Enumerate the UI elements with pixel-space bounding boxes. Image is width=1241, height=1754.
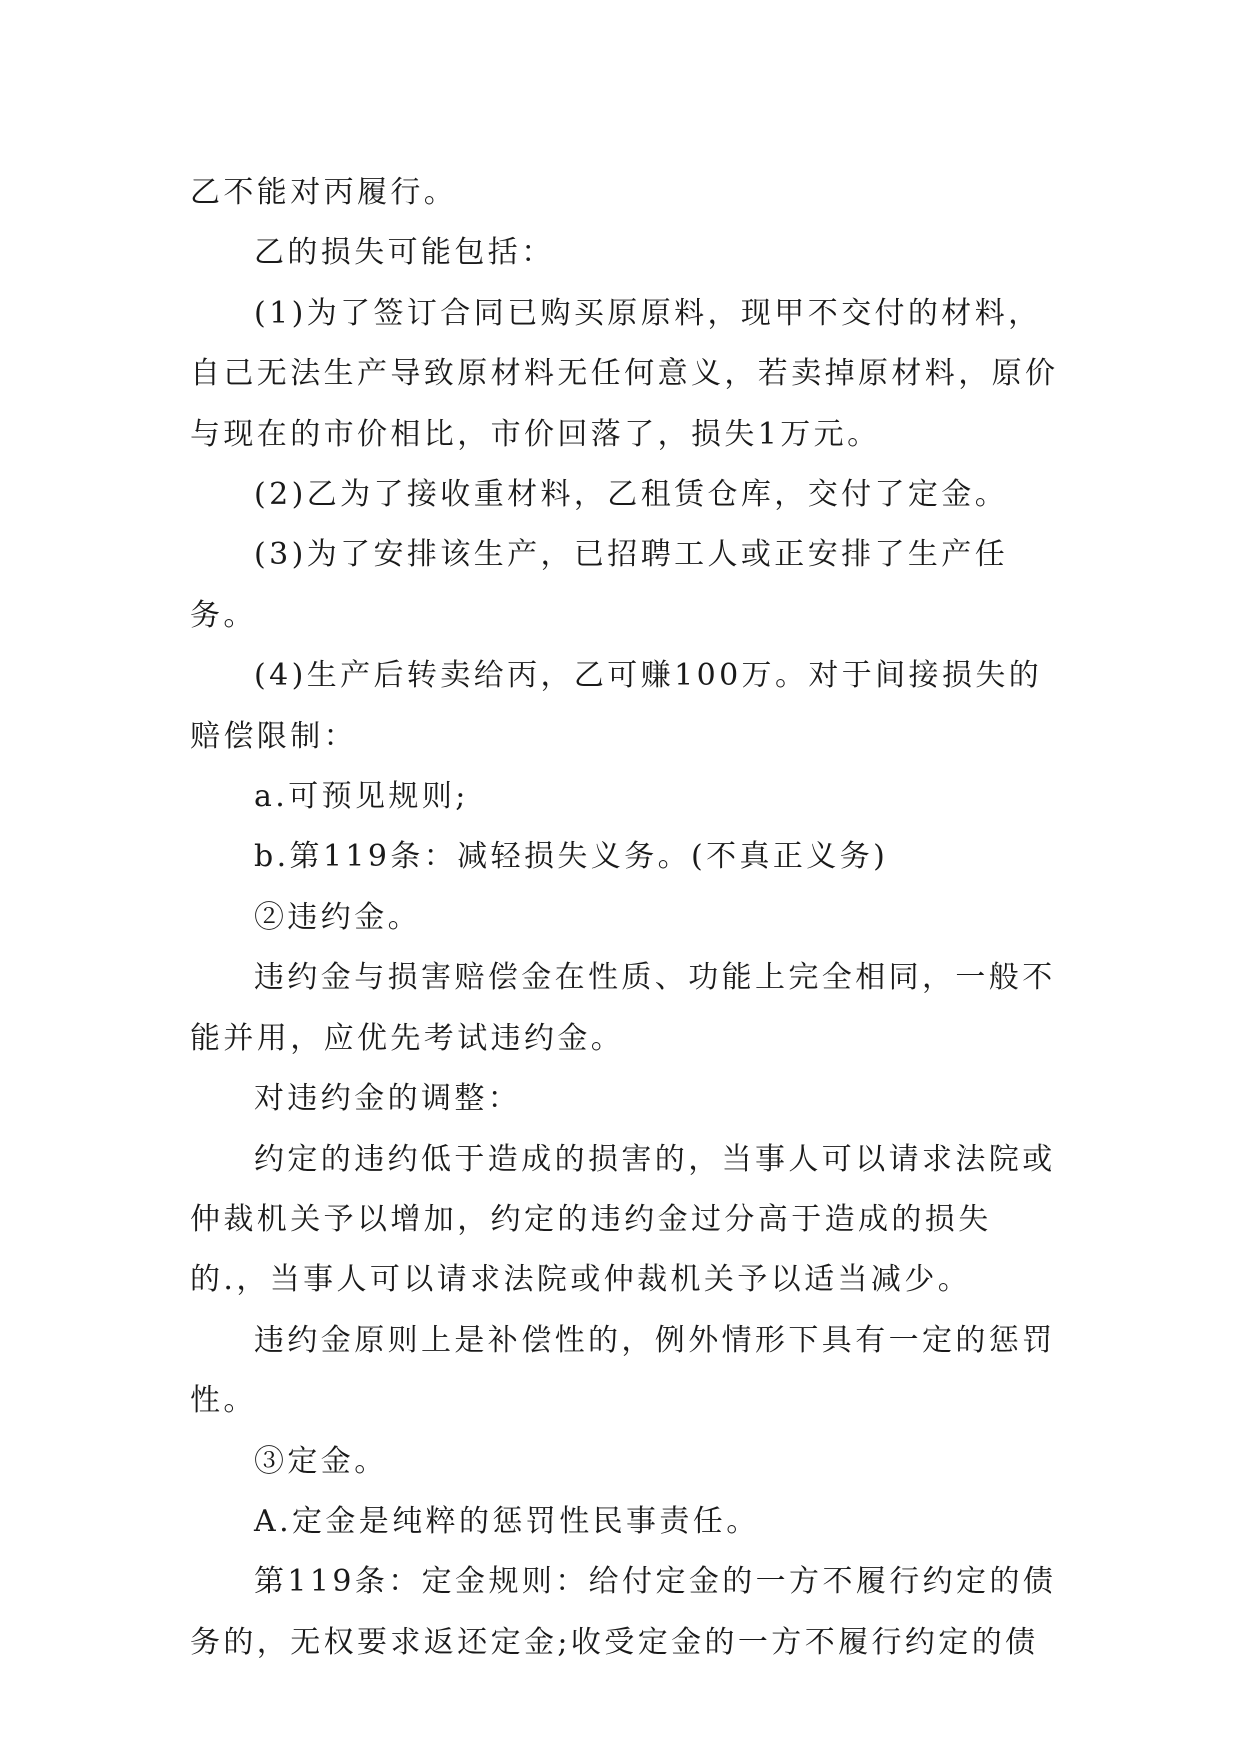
paragraph-3: (1)为了签订合同已购买原原料，现甲不交付的材料，自己无法生产导致原材料无任何意义，若卖掉原材料，原价与现在的市价相比，市价回落了，损失1万元。 [190, 295, 1059, 452]
paragraph-1: 乙不能对丙履行。 [190, 175, 458, 210]
paragraph-11: 对违约金的调整： [254, 1081, 522, 1117]
paragraph-5: (3)为了安排该生产，已招聘工人或正安排了生产任务。 [190, 537, 1009, 633]
paragraph-8: b.第119条：减轻损失义务。(不真正义务) [254, 839, 889, 875]
paragraph-16: 第119条：定金规则：给付定金的一方不履行约定的债务的，无权要求返还定金;收受定金的一方不履行约定的债 [190, 1564, 1057, 1660]
paragraph-6: (4)生产后转卖给丙，乙可赚100万。对于间接损失的赔偿限制： [190, 658, 1043, 754]
paragraph-15: A.定金是纯粹的惩罚性民事责任。 [254, 1503, 760, 1539]
paragraph-10: 违约金与损害赔偿金在性质、功能上完全相同，一般不能并用，应优先考试违约金。 [190, 960, 1056, 1056]
paragraph-14: ③定金。 [254, 1443, 388, 1479]
paragraph-4: (2)乙为了接收重材料，乙租赁仓库，交付了定金。 [254, 477, 1009, 513]
paragraph-7: a.可预见规则; [254, 779, 469, 815]
paragraph-2: 乙的损失可能包括： [254, 235, 555, 271]
paragraph-9: ②违约金。 [254, 899, 421, 935]
paragraph-12: 约定的违约低于造成的损害的，当事人可以请求法院或仲裁机关予以增加，约定的违约金过分高于造成的损失的.，当事人可以请求法院或仲裁机关予以适当减少。 [190, 1141, 1056, 1298]
paragraph-13: 违约金原则上是补偿性的，例外情形下具有一定的惩罚性。 [190, 1322, 1056, 1419]
document-body [190, 163, 1060, 1673]
